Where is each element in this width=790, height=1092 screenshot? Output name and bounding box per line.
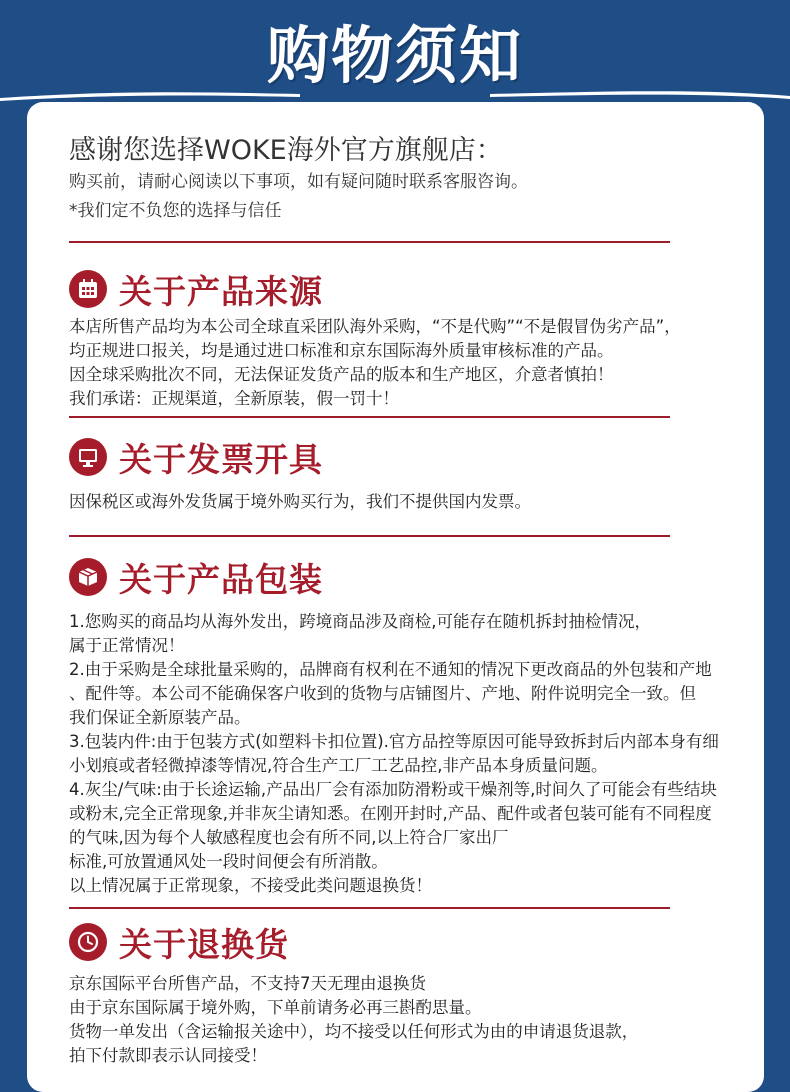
- section-header-packaging: [69, 555, 323, 599]
- section-text: 以上情况属于正常现象，不接受此类问题退换货！: [69, 876, 432, 895]
- divider: [69, 416, 670, 418]
- calendar-icon: [69, 270, 107, 308]
- section-text: 或粉末,完全正常现象,并非灰尘请知悉。在刚开封时,产品、配件或者包装可能有不同程度: [69, 804, 712, 823]
- box-icon: [69, 558, 107, 596]
- section-text: 3.包装内件:由于包装方式(如塑料卡扣位置).官方品控等原因可能导致拆封后内部本身有细: [69, 732, 719, 751]
- section-text: 的气味,因为每个人敏感程度也会有所不同,以上符合厂家出厂: [69, 828, 509, 847]
- divider: [69, 907, 670, 909]
- divider: [69, 535, 670, 537]
- section-header-returns: [69, 920, 289, 964]
- section-text: 标准,可放置通风处一段时间便会有所消散。: [69, 852, 388, 871]
- section-text: 货物一单发出（含运输报关途中），均不接受以任何形式为由的申请退货退款，: [69, 1022, 639, 1041]
- section-text: 、配件等。本公司不能确保客户收到的货物与店铺图片、产地、附件说明完全一致。但: [69, 684, 696, 703]
- section-text: 拍下付款即表示认同接受！: [69, 1046, 267, 1065]
- intro-line: 购买前，请耐心阅读以下事项，如有疑问随时联系客服咨询。: [69, 172, 528, 192]
- section-text: 属于正常情况！: [69, 636, 185, 655]
- section-text: 小划痕或者轻微掉漆等情况,符合生产工厂工艺品控,非产品本身质量问题。: [69, 756, 608, 775]
- section-header-source: [69, 267, 323, 311]
- section-text: 我们承诺：正规渠道，全新原装，假一罚十！: [69, 389, 399, 408]
- section-text: 1.您购买的商品均从海外发出，跨境商品涉及商检,可能存在随机拆封抽检情况，: [69, 612, 651, 631]
- section-text: 由于京东国际属于境外购，下单前请务必再三斟酌思量。: [69, 998, 482, 1017]
- section-header-invoice: [69, 435, 323, 479]
- divider: [69, 241, 670, 243]
- monitor-icon: [69, 438, 107, 476]
- page-title: 购物须知: [266, 19, 523, 92]
- section-text: 均正规进口报关，均是通过进口标准和京东国际海外质量审核标准的产品。: [69, 341, 614, 360]
- section-text: 因全球采购批次不同，无法保证发货产品的版本和生产地区，介意者慎拍！: [69, 365, 614, 384]
- section-title: 关于发票开具: [119, 439, 323, 479]
- intro-note: *我们定不负您的选择与信任: [69, 201, 282, 221]
- header-banner: [0, 0, 790, 110]
- section-text: 4.灰尘/气味:由于长途运输,产品出厂会有添加防滑粉或干燥剂等,时间久了可能会有些结块: [69, 780, 717, 799]
- section-text: 我们保证全新原装产品。: [69, 708, 251, 727]
- section-title: 关于退换货: [119, 924, 289, 964]
- section-title: 关于产品包装: [119, 559, 323, 599]
- section-text: 2.由于采购是全球批量采购的，品牌商有权利在不通知的情况下更改商品的外包装和产地: [69, 660, 712, 679]
- clock-icon: [69, 923, 107, 961]
- section-text: 本店所售产品均为本公司全球直采团队海外采购，“不是代购”“不是假冒伪劣产品”，: [69, 317, 681, 336]
- intro-heading: 感谢您选择WOKE海外官方旗舰店：: [69, 135, 503, 166]
- section-text: 因保税区或海外发货属于境外购买行为，我们不提供国内发票。: [69, 492, 531, 511]
- section-title: 关于产品来源: [119, 271, 323, 311]
- section-text: 京东国际平台所售产品，不支持7天无理由退换货: [69, 974, 426, 993]
